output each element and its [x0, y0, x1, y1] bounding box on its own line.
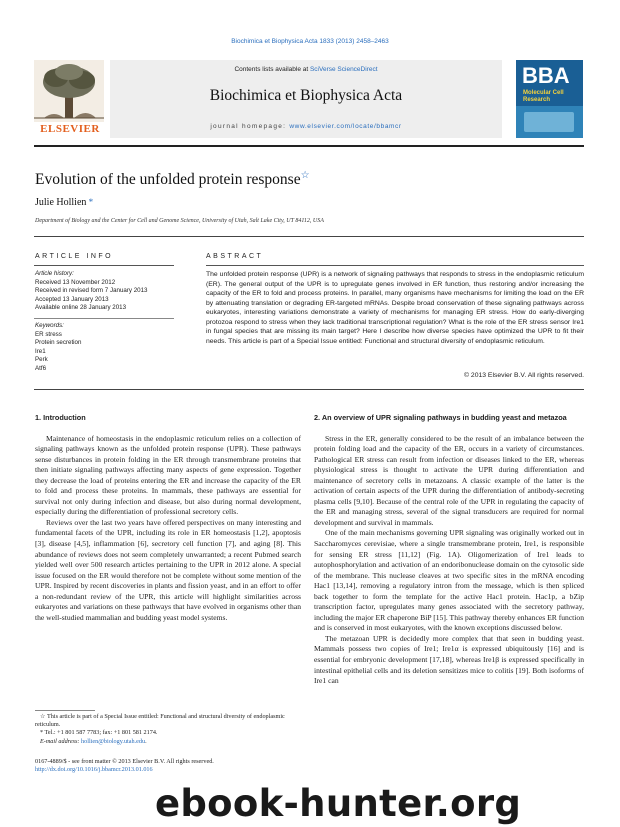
journal-cover-image — [516, 60, 583, 138]
paragraph: The metazoan UPR is decidedly more complex that that seen in budding yeast. Mammals possess two copies of Ire1; Ire1α is expressed ubiquitously [16] and is essential for embryonic development [17,18], whereas Ire1β is expressed specifically in intestinal epithelial cells and its deletion sensitizes mice to colitis [19]. Both isoforms of Ire1 can — [314, 633, 584, 686]
watermark: ebook-hunter.org — [155, 782, 522, 825]
cover-graphic — [524, 112, 574, 132]
paper-title — [35, 170, 310, 189]
header-divider — [34, 145, 584, 147]
footnote-email — [35, 738, 301, 746]
abstract-rule — [206, 265, 584, 266]
homepage-line — [110, 123, 502, 130]
abstract-heading: ABSTRACT — [206, 253, 264, 260]
journal-header — [34, 60, 584, 140]
cover-title: BBA — [522, 63, 570, 88]
email-label: E-mail address: — [40, 737, 82, 745]
title-divider — [34, 236, 584, 237]
footnote-contact: * Tel.: +1 801 587 7783; fax: +1 801 581 2174. — [40, 729, 158, 737]
keyword-item: Protein secretion — [35, 339, 82, 347]
paragraph: Reviews over the last two years have offered perspectives on many interesting and fundamental facets of the UPR, including its role in ER homeostasis [1,2], apoptosis [3], disease [4,5], inflammation [6], secretory cell function [7], and aging [8]. This abundance of reviews does not seem completely unwarranted; a recent Pubmed search yielded well over 500 research articles pertaining to the UPR in 2012 alone. A special issue focused on the ER would therefore not be complete without some mention of the UPR. Inspired by recent discoveries in plants and fission yeast, and in an effort to offer a non-redundant review of the UPR, this article will highlight similarities across eukaryotes and variations on these pathways that have evolved in organisms other than the well-studied mammalian and budding yeast model systems. — [35, 517, 301, 622]
history-revised: Received in revised form 7 January 2013 — [35, 287, 148, 295]
paragraph: One of the main mechanisms governing UPR signaling was originally worked out in Saccharomyces cerevisiae, where a single transmembrane protein, Ire1, is responsible for sensing ER stress [11,12] (Fig. 1A). Oligomerization of Ire1 leads to autophosphorylation and activation of an endoribonuclease domain on the cytosolic side of the membrane. This nuclease cleaves at two specific sites in the mRNA encoding Hac1 [13,14], removing a regulatory intron from the message, which is then spliced back together to form the template for the active Hac1 protein. Hac1p, a bZip transcription factor, upregulates many genes associated with the secretory pathway, including the major ER chaperone BiP [15]. This pathway thereby enhances ER function and is conserved in most eukaryotes, with the known exceptions discussed below. — [314, 528, 584, 633]
affiliation: Department of Biology and the Center for Cell and Genome Science, University of Utah, Salt Lake City, UT 84112, USA — [35, 218, 324, 224]
journal-homepage-link[interactable]: www.elsevier.com/locate/bbamcr — [289, 123, 402, 130]
keyword-item: Ire1 — [35, 347, 46, 355]
cover-subtitle: Molecular Cell Research — [523, 90, 564, 103]
article-history — [35, 270, 147, 313]
publisher-name: ELSEVIER — [40, 123, 100, 135]
abstract-text: The unfolded protein response (UPR) is a network of signaling pathways that responds to stress in the endoplasmic reticulum (ER). The general output of the UPR is to upregulate genes involved in ER function, thus restoring and/or increasing the capacity of the ER to fold and process proteins. In parallel, many organisms have mechanisms for limiting the load on the ER by attenuating translation or degrading ER-targeted mRNAs. Despite broad conservation of these signaling pathways across eukaryotes, interesting variations demonstrate a variety of mechanisms for managing ER stress. How do early-diverging protozoa respond to stress when they lack traditional transcriptional regulation? What is the role of the ER stress sensor Ire1 in fungal species that are missing its main target? Here I describe how diverse species have optimized the UPR to fit their needs. This article is part of a Special Issue entitled: Functional and structural diversity of endoplasmic reticulum. — [206, 271, 584, 345]
contents-line — [110, 66, 502, 73]
keyword-item: ER stress — [35, 330, 62, 338]
keyword-item: Perk — [35, 356, 48, 364]
corresponding-author-mark[interactable]: * — [86, 197, 94, 207]
elsevier-tree-icon — [34, 60, 104, 122]
journal-masthead — [110, 60, 502, 138]
body-divider — [34, 389, 584, 390]
paper-title-text: Evolution of the unfolded protein response — [35, 171, 301, 189]
paragraph: Stress in the ER, generally considered to be the result of an imbalance between the protein folding load and the capacity of the ER, occurs in a variety of circumstances. Pathological ER stress can result from infection or diseases linked to the ER, whereas physiological stress is thought to activate the UPR during differentiation and maintenance of secretory cells in metazoans. A classic example of the latter is the activation of certain aspects of the UPR during the differentiation of antibody-secreting plasma cells [9,10]. Because of the central role of the UPR in regulating the capacity of the ER and managing stress, several of the signal transducers are required for normal development and survival in mammals. — [314, 433, 584, 527]
author-name[interactable]: Julie Hollien — [35, 197, 87, 208]
history-received: Received 13 November 2012 — [35, 278, 116, 286]
email-end: . — [145, 737, 147, 745]
section-heading: 1. Introduction — [35, 413, 86, 422]
email-link[interactable]: hollien@biology.utah.edu — [81, 737, 146, 745]
contents-prefix: Contents lists available at — [234, 66, 310, 73]
keywords-rule — [34, 318, 174, 319]
footnotes — [35, 713, 301, 746]
article-info-rule — [34, 265, 174, 266]
keywords — [35, 322, 81, 374]
article-info-heading: ARTICLE INFO — [35, 253, 114, 260]
history-online: Available online 28 January 2013 — [35, 304, 127, 312]
journal-reference[interactable]: Biochimica et Biophysica Acta 1833 (2013) 2458–2463 — [231, 38, 389, 45]
right-column — [314, 413, 584, 687]
section-heading: 2. An overview of UPR signaling pathways in budding yeast and metazoa — [314, 413, 567, 422]
history-label: Article history: — [35, 270, 74, 277]
keywords-label: Keywords: — [35, 322, 64, 329]
sciencedirect-link[interactable]: SciVerse ScienceDirect — [309, 66, 378, 73]
author-line — [35, 197, 93, 208]
footnote-special-issue: ☆ This article is part of a Special Issue entitled: Functional and structural diversity of endoplasmic reticulum. — [35, 713, 285, 729]
elsevier-logo — [34, 60, 104, 138]
abstract-copyright: © 2013 Elsevier B.V. All rights reserved. — [464, 372, 584, 379]
footnote-rule — [35, 710, 95, 711]
keyword-item: Atf6 — [35, 364, 47, 372]
title-footnote-star-icon[interactable]: ☆ — [300, 170, 310, 181]
issn-block — [35, 758, 301, 775]
journal-title: Biochimica et Biophysica Acta — [209, 87, 403, 104]
paragraph: Maintenance of homeostasis in the endoplasmic reticulum relies on a collection of signaling pathways known as the unfolded protein response (UPR). These pathways sense disturbances in protein folding in the ER through transmembrane proteins that then initiate signaling pathways affecting many aspects of gene expression. Together they decrease the load of proteins entering the ER and increase the capacity of the ER to fold and process these proteins. In mammals, these pathways are essential for survival not only during infection and disease, but also during normal development, especially during the differentiation of professional secretory cells. — [35, 433, 301, 517]
doi-link[interactable]: http://dx.doi.org/10.1016/j.bbamcr.2013.01.016 — [35, 766, 153, 774]
homepage-prefix: journal homepage: — [210, 123, 290, 130]
issn-line: 0167-4889/$ - see front matter © 2013 Elsevier B.V. All rights reserved. — [35, 758, 214, 765]
left-column — [35, 413, 301, 623]
history-accepted: Accepted 13 January 2013 — [35, 295, 109, 303]
